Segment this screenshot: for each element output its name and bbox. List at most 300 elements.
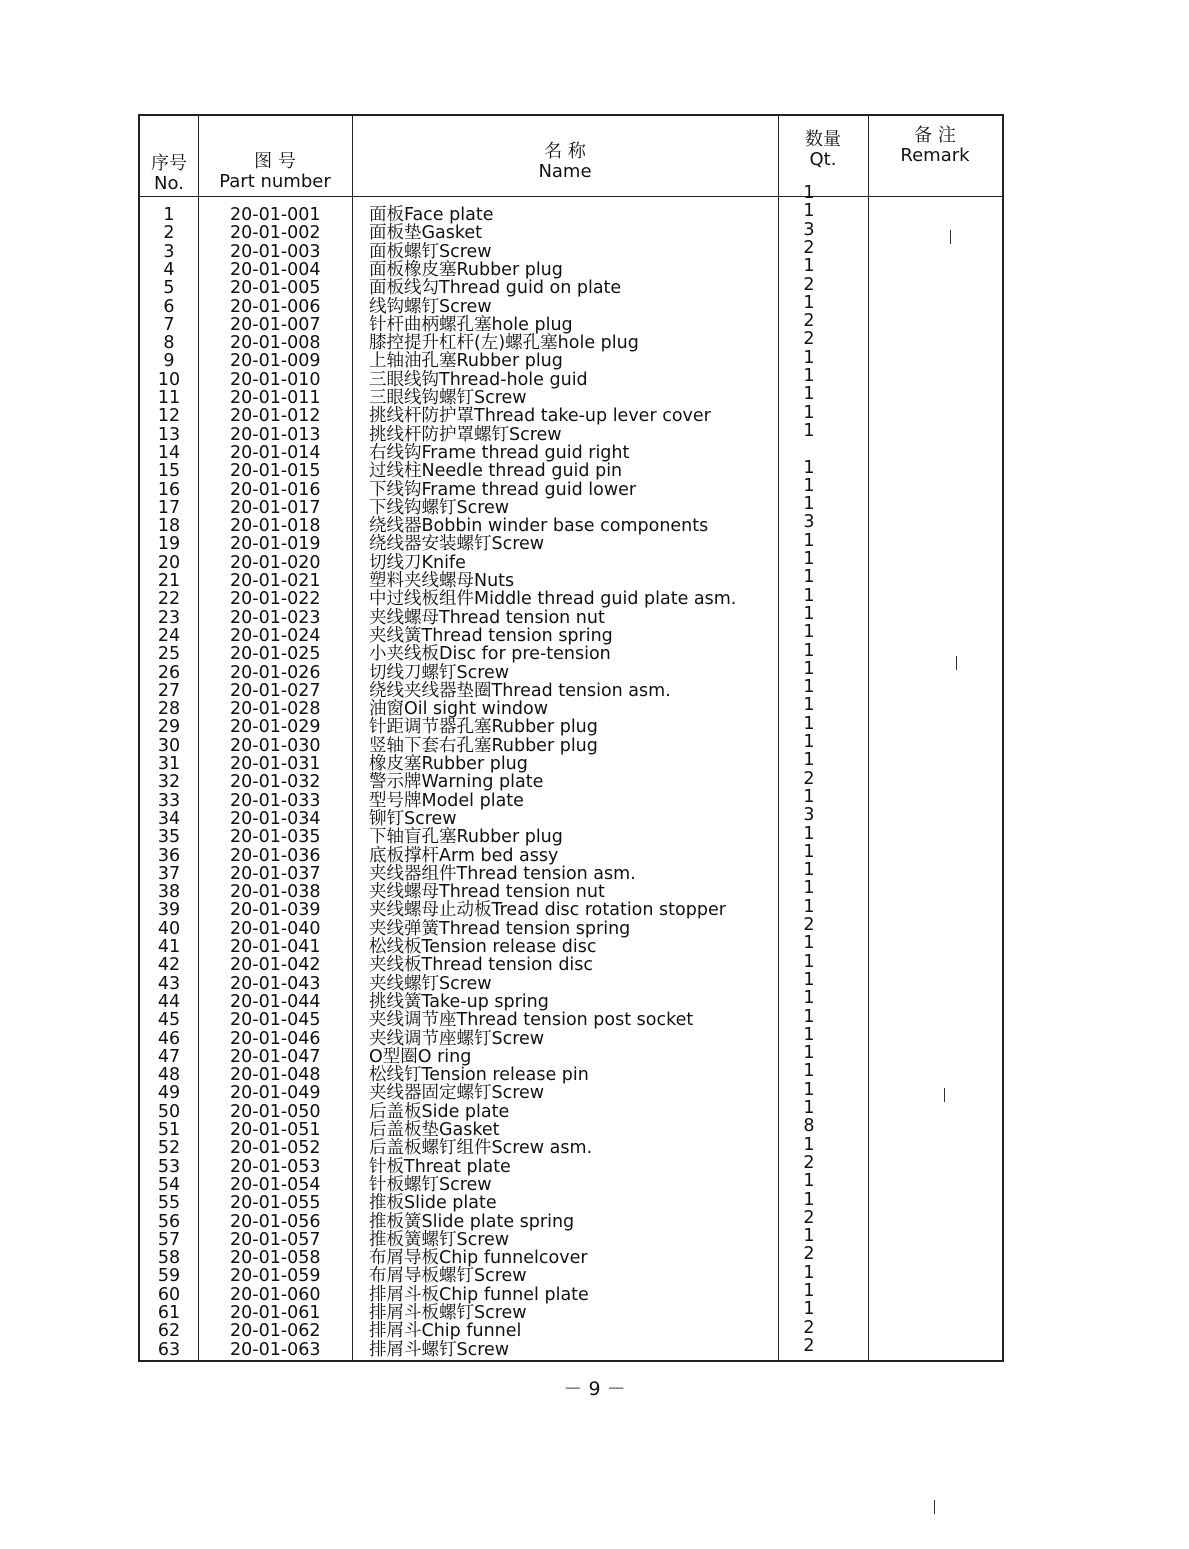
row-quantity: 8 — [803, 1116, 815, 1137]
row-part-number: 20-01-031 — [230, 754, 321, 774]
table-row — [140, 352, 1006, 370]
row-quantity: 1 — [803, 1281, 815, 1301]
table-row — [140, 828, 1006, 846]
row-quantity: 1 — [803, 786, 815, 807]
table-row — [140, 1158, 1006, 1176]
row-part-number: 20-01-027 — [230, 680, 321, 701]
row-part-number: 20-01-057 — [230, 1229, 321, 1250]
table-row — [140, 1322, 1006, 1340]
row-part-name: 面板橡皮塞Rubber plug — [369, 259, 563, 280]
row-quantity: 1 — [803, 622, 815, 643]
table-row — [140, 865, 1006, 883]
row-part-name: 夹线器固定螺钉Screw — [369, 1083, 545, 1104]
row-number: 57 — [157, 1229, 181, 1250]
row-quantity: 1 — [803, 933, 815, 954]
row-number: 32 — [157, 772, 181, 793]
row-part-number: 20-01-058 — [230, 1248, 321, 1269]
row-part-name: 过线柱Needle thread guid pin — [369, 461, 623, 482]
row-number: 16 — [157, 479, 181, 500]
row-quantity: 2 — [803, 915, 815, 935]
table-row — [140, 737, 1006, 755]
row-number: 56 — [157, 1211, 181, 1232]
remark-mark — [950, 230, 953, 244]
row-number: 47 — [157, 1046, 181, 1067]
row-number: 33 — [157, 790, 181, 811]
row-number: 58 — [157, 1248, 181, 1269]
row-number: 28 — [157, 699, 181, 720]
row-quantity: 2 — [803, 1317, 815, 1338]
row-part-number: 20-01-022 — [230, 589, 321, 610]
row-number: 26 — [157, 662, 181, 683]
table-row — [140, 1121, 1006, 1139]
row-number: 37 — [157, 863, 181, 884]
row-part-number: 20-01-047 — [230, 1046, 321, 1067]
table-row — [140, 1084, 1006, 1102]
row-number: 10 — [157, 369, 181, 390]
row-number: 54 — [157, 1174, 181, 1195]
row-part-number: 20-01-007 — [230, 314, 321, 335]
row-number: 23 — [157, 607, 181, 628]
row-part-name: 排屑斗Chip funnel — [369, 1321, 522, 1342]
row-quantity: 3 — [803, 512, 815, 533]
row-quantity: 2 — [803, 1207, 815, 1228]
row-number: 51 — [157, 1120, 181, 1140]
row-part-name: 夹线螺母止动板Tread disc rotation stopper — [369, 900, 726, 921]
row-number: 1 — [163, 205, 175, 225]
row-part-number: 20-01-041 — [230, 937, 321, 957]
row-part-number: 20-01-023 — [230, 607, 321, 628]
row-part-name: 夹线螺钉Screw — [369, 973, 492, 994]
row-number: 52 — [157, 1138, 181, 1159]
row-part-name: 推板Slide plate — [369, 1193, 497, 1214]
row-number: 11 — [157, 388, 181, 408]
row-part-number: 20-01-020 — [230, 552, 321, 573]
row-number: 35 — [157, 827, 181, 848]
table-row — [140, 316, 1006, 334]
row-number: 9 — [163, 351, 175, 372]
row-number: 13 — [157, 424, 181, 445]
page-number: － 9 － — [563, 1378, 626, 1400]
row-quantity: 1 — [803, 1171, 815, 1192]
row-part-name: 夹线器组件Thread tension asm. — [369, 863, 636, 884]
table-row — [140, 682, 1006, 700]
row-number: 27 — [157, 680, 181, 701]
row-part-name: 切线刀Knife — [369, 552, 466, 573]
row-part-number: 20-01-010 — [230, 369, 321, 390]
header-no-cn: 序号 — [151, 153, 187, 174]
table-row — [140, 1011, 1006, 1029]
row-part-name: 挑线杆防护罩螺钉Screw — [369, 424, 562, 445]
page-mark — [934, 1500, 937, 1514]
row-part-number: 20-01-056 — [230, 1211, 321, 1232]
row-part-name: 型号牌Model plate — [369, 790, 524, 811]
row-part-name: 面板线勾Thread guid on plate — [369, 278, 622, 299]
table-row — [140, 993, 1006, 1011]
row-quantity: 1 — [803, 384, 815, 405]
row-part-number: 20-01-012 — [230, 406, 321, 427]
row-part-number: 20-01-039 — [230, 900, 321, 921]
row-quantity: 1 — [803, 1262, 815, 1283]
table-row — [140, 517, 1006, 535]
row-quantity: 1 — [803, 420, 815, 441]
header-part-en: Part number — [219, 171, 331, 192]
row-quantity: 3 — [803, 219, 815, 240]
row-number: 19 — [157, 534, 181, 555]
row-number: 22 — [157, 589, 181, 610]
header-remark-cn: 备 注 — [914, 125, 956, 146]
table-row — [140, 1048, 1006, 1066]
row-part-name: 针板螺钉Screw — [369, 1174, 492, 1195]
row-part-name: 布屑导板螺钉Screw — [369, 1266, 527, 1287]
row-number: 34 — [157, 808, 181, 829]
row-part-name: 挑线杆防护罩Thread take-up lever cover — [369, 406, 711, 427]
row-part-number: 20-01-035 — [230, 827, 321, 848]
table-row — [140, 1249, 1006, 1267]
table-row — [140, 1213, 1006, 1231]
row-part-number: 20-01-028 — [230, 699, 321, 720]
row-number: 59 — [157, 1266, 181, 1287]
row-quantity: 1 — [803, 896, 815, 917]
row-number: 44 — [157, 991, 181, 1012]
row-part-number: 20-01-046 — [230, 1028, 321, 1049]
row-quantity: 1 — [803, 750, 815, 771]
row-quantity: 1 — [803, 878, 815, 899]
row-quantity: 1 — [803, 457, 815, 478]
row-quantity: 1 — [803, 475, 815, 496]
row-number: 43 — [157, 973, 181, 994]
row-quantity: 1 — [803, 366, 815, 386]
row-quantity: 1 — [803, 567, 815, 588]
table-row — [140, 920, 1006, 938]
row-number: 41 — [157, 937, 181, 957]
row-number: 8 — [163, 333, 175, 354]
row-part-number: 20-01-009 — [230, 351, 321, 372]
remark-mark — [944, 1088, 947, 1102]
table-row — [140, 645, 1006, 663]
row-part-name: 右线钩Frame thread guid right — [369, 442, 630, 463]
row-number: 45 — [157, 1010, 181, 1031]
row-part-number: 20-01-049 — [230, 1083, 321, 1104]
header-no — [140, 154, 198, 194]
row-part-number: 20-01-037 — [230, 863, 321, 884]
row-part-number: 20-01-017 — [230, 497, 321, 518]
row-part-name: 油窗Oil sight window — [369, 699, 549, 720]
row-quantity: 1 — [803, 292, 815, 313]
header-remark — [868, 126, 1002, 166]
table-row — [140, 261, 1006, 279]
row-number: 12 — [157, 406, 181, 427]
row-quantity: 1 — [803, 494, 815, 515]
row-part-number: 20-01-044 — [230, 991, 321, 1012]
row-part-name: 下线钩Frame thread guid lower — [369, 479, 637, 500]
table-row — [140, 1030, 1006, 1048]
row-quantity: 3 — [803, 805, 815, 826]
row-part-name: 夹线螺母Thread tension nut — [369, 607, 605, 628]
row-number: 14 — [157, 442, 181, 463]
table-row — [140, 755, 1006, 773]
row-quantity: 1 — [803, 256, 815, 277]
row-quantity: 2 — [803, 1152, 815, 1173]
row-number: 6 — [163, 296, 175, 317]
row-part-name: 面板垫Gasket — [369, 223, 483, 244]
row-quantity: 2 — [803, 1244, 815, 1265]
row-part-name: 松线板Tension release disc — [369, 937, 597, 957]
row-part-number: 20-01-026 — [230, 662, 321, 683]
header-name-cn: 名 称 — [544, 141, 586, 162]
row-quantity: 1 — [803, 1098, 815, 1118]
row-part-number: 20-01-024 — [230, 625, 321, 646]
table-row — [140, 1066, 1006, 1084]
row-part-name: 切线刀螺钉Screw — [369, 662, 510, 683]
row-part-number: 20-01-045 — [230, 1010, 321, 1031]
row-part-name: 绕线夹线器垫圈Thread tension asm. — [369, 680, 671, 701]
row-number: 36 — [157, 845, 181, 866]
row-part-number: 20-01-040 — [230, 918, 321, 939]
table-row — [140, 206, 1006, 224]
table-row — [140, 224, 1006, 242]
row-part-name: 绕线器Bobbin winder base components — [369, 516, 709, 537]
table-row — [140, 554, 1006, 572]
row-part-number: 20-01-060 — [230, 1284, 321, 1305]
row-part-number: 20-01-004 — [230, 259, 321, 280]
row-quantity: 1 — [803, 658, 815, 679]
table-row — [140, 1103, 1006, 1121]
parts-list-table — [138, 114, 1004, 1362]
row-number: 48 — [157, 1065, 181, 1086]
row-number: 30 — [157, 735, 181, 756]
remark-mark — [956, 656, 959, 670]
header-quantity — [778, 130, 868, 170]
row-number: 50 — [157, 1101, 181, 1122]
row-part-name: 排屑斗螺钉Screw — [369, 1339, 510, 1360]
table-row — [140, 389, 1006, 407]
row-part-number: 20-01-050 — [230, 1101, 321, 1122]
row-quantity: 1 — [803, 860, 815, 881]
row-part-name: 夹线调节座Thread tension post socket — [369, 1010, 694, 1031]
row-number: 31 — [157, 754, 181, 774]
row-part-name: 针板Threat plate — [369, 1156, 511, 1177]
header-name — [352, 142, 778, 182]
row-part-number: 20-01-048 — [230, 1065, 321, 1086]
table-row — [140, 627, 1006, 645]
row-part-name: 排屑斗板Chip funnel plate — [369, 1284, 589, 1305]
row-quantity: 1 — [803, 530, 815, 551]
table-row — [140, 664, 1006, 682]
row-quantity: 1 — [803, 585, 815, 606]
row-part-name: O型圈O ring — [369, 1046, 472, 1067]
row-quantity: 1 — [803, 1043, 815, 1064]
row-quantity: 1 — [803, 640, 815, 661]
row-part-number: 20-01-033 — [230, 790, 321, 811]
row-part-name: 铆钉Screw — [369, 808, 457, 829]
row-number: 29 — [157, 717, 181, 738]
row-part-number: 20-01-052 — [230, 1138, 321, 1159]
row-part-name: 排屑斗板螺钉Screw — [369, 1303, 527, 1323]
row-number: 46 — [157, 1028, 181, 1049]
row-number: 55 — [157, 1193, 181, 1214]
row-number: 53 — [157, 1156, 181, 1177]
row-part-number: 20-01-030 — [230, 735, 321, 756]
row-number: 49 — [157, 1083, 181, 1104]
table-row — [140, 1304, 1006, 1322]
row-part-name: 上轴油孔塞Rubber plug — [369, 351, 563, 372]
row-part-name: 三眼线钩Thread-hole guid — [369, 369, 588, 390]
table-row — [140, 334, 1006, 352]
row-part-number: 20-01-025 — [230, 644, 321, 665]
row-part-name: 下线钩螺钉Screw — [369, 497, 510, 518]
row-quantity: 2 — [803, 274, 815, 295]
row-part-name: 面板螺钉Screw — [369, 241, 492, 262]
row-part-name: 绕线器安装螺钉Screw — [369, 534, 545, 555]
table-row — [140, 1194, 1006, 1212]
row-part-name: 针距调节器孔塞Rubber plug — [369, 717, 598, 738]
table-row — [140, 1139, 1006, 1157]
row-part-number: 20-01-018 — [230, 516, 321, 537]
row-quantity: 1 — [803, 183, 815, 203]
table-row — [140, 1267, 1006, 1285]
table-row — [140, 426, 1006, 444]
row-part-number: 20-01-006 — [230, 296, 321, 317]
row-part-name: 推板簧Slide plate spring — [369, 1211, 575, 1232]
table-row — [140, 462, 1006, 480]
header-no-en: No. — [154, 173, 184, 194]
row-quantity: 1 — [803, 677, 815, 698]
row-number: 21 — [157, 571, 181, 591]
table-row — [140, 481, 1006, 499]
row-part-name: 夹线调节座螺钉Screw — [369, 1028, 545, 1049]
row-part-name: 夹线簧Thread tension spring — [369, 625, 613, 646]
table-row — [140, 572, 1006, 590]
row-number: 63 — [157, 1339, 181, 1360]
row-part-name: 线钩螺钉Screw — [369, 296, 492, 317]
row-part-number: 20-01-054 — [230, 1174, 321, 1195]
row-quantity: 1 — [803, 1189, 815, 1210]
row-quantity: 1 — [803, 951, 815, 972]
row-number: 39 — [157, 900, 181, 921]
row-part-name: 警示牌Warning plate — [369, 772, 544, 793]
row-part-name: 布屑导板Chip funnelcover — [369, 1248, 588, 1269]
row-part-name: 夹线螺母Thread tension nut — [369, 882, 605, 903]
row-number: 2 — [163, 223, 175, 244]
table-row — [140, 700, 1006, 718]
row-quantity: 1 — [803, 1061, 815, 1082]
table-row — [140, 535, 1006, 553]
row-number: 5 — [163, 278, 175, 299]
row-part-name: 针杆曲柄螺孔塞hole plug — [369, 314, 573, 335]
row-part-number: 20-01-059 — [230, 1266, 321, 1287]
row-part-name: 三眼线钩螺钉Screw — [369, 388, 527, 408]
table-row — [140, 810, 1006, 828]
table-row — [140, 279, 1006, 297]
row-part-name: 夹线板Thread tension disc — [369, 955, 594, 976]
row-part-number: 20-01-002 — [230, 223, 321, 244]
row-part-number: 20-01-008 — [230, 333, 321, 354]
row-number: 60 — [157, 1284, 181, 1305]
row-quantity: 1 — [803, 402, 815, 423]
row-number: 4 — [163, 259, 175, 280]
header-name-en: Name — [538, 161, 592, 182]
header-qty-cn: 数量 — [805, 129, 841, 150]
row-quantity: 1 — [803, 841, 815, 862]
row-part-number: 20-01-062 — [230, 1321, 321, 1342]
row-number: 3 — [163, 241, 175, 262]
row-number: 61 — [157, 1303, 181, 1323]
row-part-number: 20-01-034 — [230, 808, 321, 829]
table-row — [140, 883, 1006, 901]
row-part-number: 20-01-053 — [230, 1156, 321, 1177]
row-quantity: 1 — [803, 695, 815, 716]
table-row — [140, 773, 1006, 791]
row-number: 18 — [157, 516, 181, 537]
row-number: 24 — [157, 625, 181, 646]
row-part-number: 20-01-011 — [230, 388, 321, 408]
row-part-number: 20-01-016 — [230, 479, 321, 500]
row-quantity: 1 — [803, 1134, 815, 1155]
row-quantity: 1 — [803, 732, 815, 752]
table-row — [140, 590, 1006, 608]
row-number: 7 — [163, 314, 175, 335]
row-quantity: 1 — [803, 1226, 815, 1247]
row-part-name: 小夹线板Disc for pre-tension — [369, 644, 611, 665]
row-part-number: 20-01-029 — [230, 717, 321, 738]
row-quantity: 1 — [803, 603, 815, 624]
row-quantity: 1 — [803, 1024, 815, 1045]
table-row — [140, 938, 1006, 956]
row-part-number: 20-01-061 — [230, 1303, 321, 1323]
table-row — [140, 1176, 1006, 1194]
row-number: 25 — [157, 644, 181, 665]
row-part-name: 底板撑杆Arm bed assy — [369, 845, 559, 866]
row-quantity: 1 — [803, 1079, 815, 1100]
row-part-number: 20-01-019 — [230, 534, 321, 555]
row-quantity: 1 — [803, 1299, 815, 1320]
table-row — [140, 298, 1006, 316]
table-row — [140, 444, 1006, 462]
row-part-name: 膝控提升杠杆(左)螺孔塞hole plug — [369, 333, 639, 354]
header-part-cn: 图 号 — [254, 151, 296, 172]
row-part-name: 后盖板垫Gasket — [369, 1120, 500, 1140]
row-part-number: 20-01-014 — [230, 442, 321, 463]
row-quantity: 1 — [803, 347, 815, 368]
row-quantity: 1 — [803, 201, 815, 222]
table-row — [140, 371, 1006, 389]
table-row — [140, 1341, 1006, 1359]
row-part-name: 中过线板组件Middle thread guid plate asm. — [369, 589, 737, 610]
table-row — [140, 847, 1006, 865]
row-part-name: 松线钉Tension release pin — [369, 1065, 589, 1086]
header-divider — [138, 196, 1004, 197]
row-part-number: 20-01-051 — [230, 1120, 321, 1140]
header-qty-en: Qt. — [809, 149, 837, 170]
row-part-name: 夹线弹簧Thread tension spring — [369, 918, 631, 939]
row-number: 62 — [157, 1321, 181, 1342]
table-row — [140, 1286, 1006, 1304]
table-row — [140, 499, 1006, 517]
row-quantity: 1 — [803, 549, 815, 569]
row-number: 38 — [157, 882, 181, 903]
row-number: 20 — [157, 552, 181, 573]
table-row — [140, 1231, 1006, 1249]
row-part-number: 20-01-021 — [230, 571, 321, 591]
table-row — [140, 243, 1006, 261]
row-part-number: 20-01-001 — [230, 205, 321, 225]
row-part-number: 20-01-005 — [230, 278, 321, 299]
row-quantity: 1 — [803, 713, 815, 734]
row-part-number: 20-01-043 — [230, 973, 321, 994]
row-part-number: 20-01-038 — [230, 882, 321, 903]
row-number: 40 — [157, 918, 181, 939]
table-row — [140, 901, 1006, 919]
